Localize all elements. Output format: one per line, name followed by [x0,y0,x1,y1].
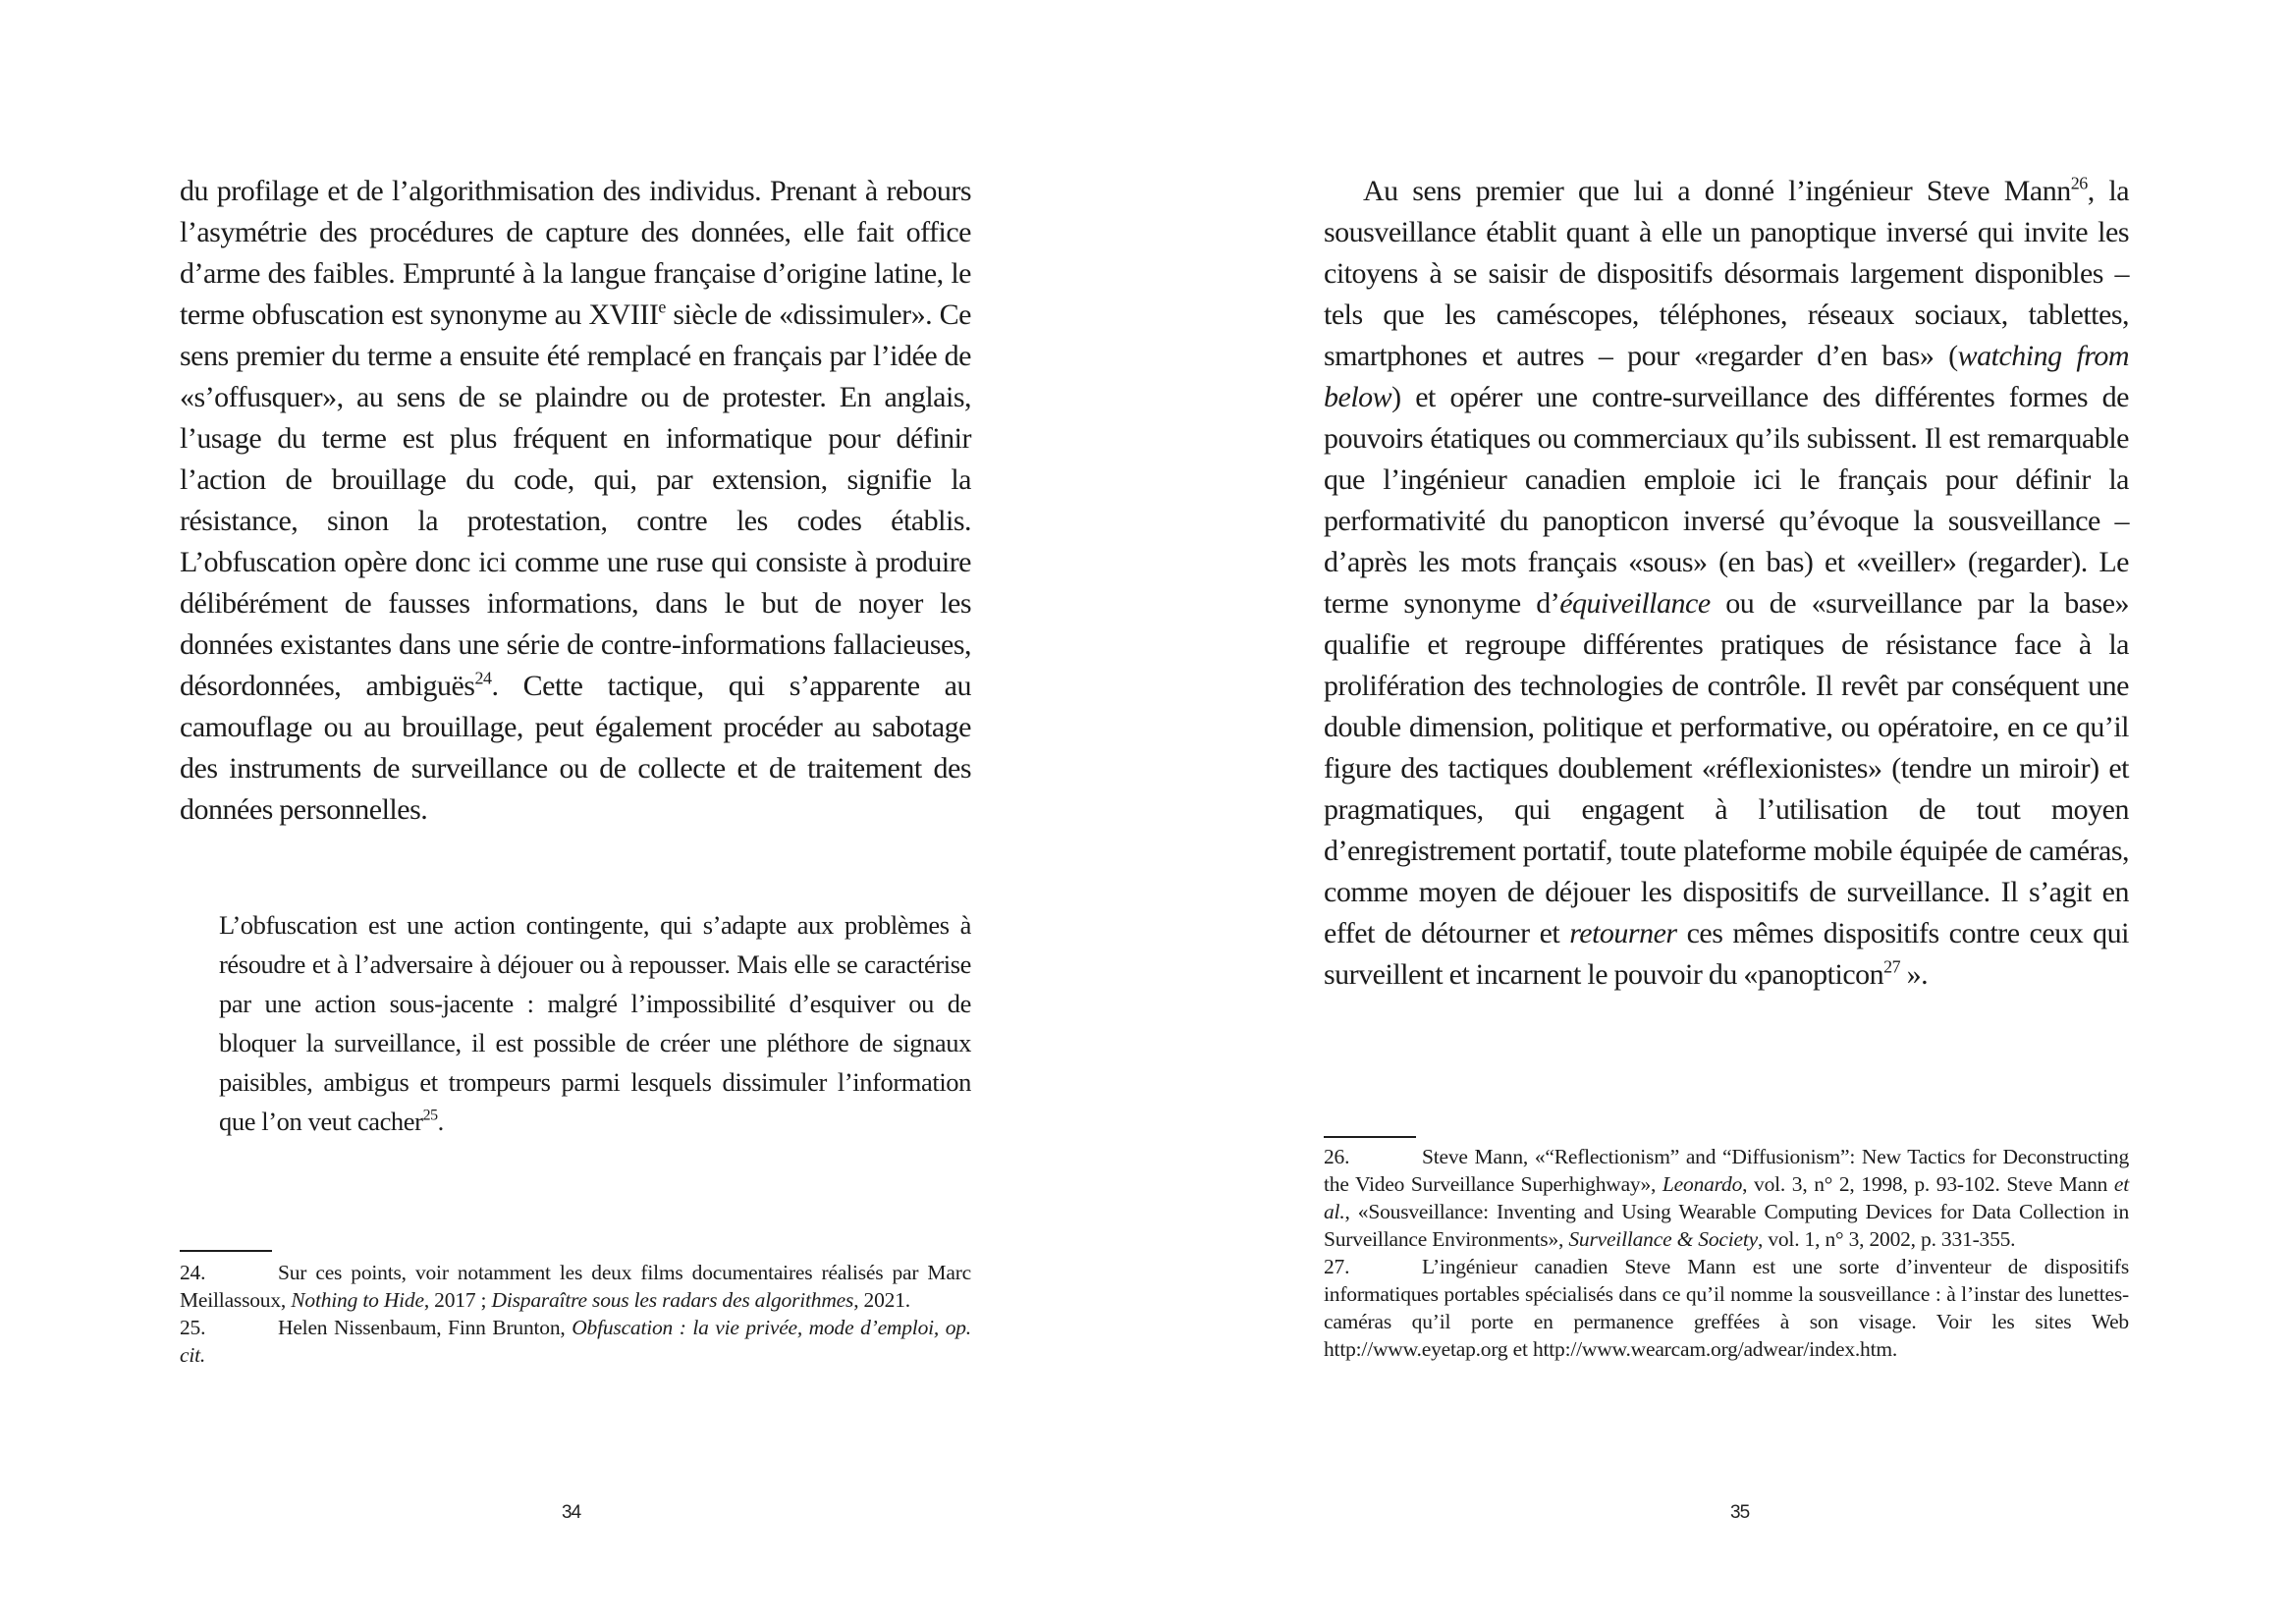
footnote-ref[interactable]: 27 [1883,956,1901,977]
footnote-number: 26. [1324,1145,1350,1168]
left-quote-column [180,905,971,1141]
footnote-27: 27. L’ingénieur canadien Steve Mann est une sorte d’inventeur de dispositifs informatiques portables spécialisés dans ce qu’il nomme la sousveillance : à l’instar des lunettes-caméras qu’il porte en permanence greffées à son visage. Voir les sites Web http://www.eyetap.org et http://www.wearcam.org/adwear/index.htm. [1324,1255,2129,1361]
footnote-ref[interactable]: 24 [474,668,492,688]
footnote-number: 27. [1324,1255,1350,1278]
italic-text: Disparaître sous les radars des algorithmes [491,1288,854,1312]
left-page [0,0,1144,1624]
italic-text: Nothing to Hide [291,1288,424,1312]
left-body-column [180,171,971,831]
footnote-26: 26. Steve Mann, «“Reflectionism” and “Diffusionism”: New Tactics for Deconstructing the Video Surveillance Superhighway», Leonardo, vol. 3, n° 2, 1998, p. 93-102. Steve Mann et al., «Sousveillance: Inventing and Using Wearable Computing Devices for Data Collection in Surveillance Environments», Surveillance & Society, vol. 1, n° 3, 2002, p. 331-355. [1324,1145,2129,1251]
footnote-number: 24. [180,1261,206,1284]
right-body-column [1324,171,2129,996]
right-footnotes [1324,1143,2129,1363]
footnote-ref[interactable]: 26 [2070,173,2088,193]
italic-text: Surveillance & Society [1568,1227,1758,1251]
italic-text: retourner [1569,917,1677,949]
italic-text: équiveillance [1559,587,1711,620]
footnote-rule [1324,1136,1416,1138]
left-footnotes [180,1259,971,1369]
right-body-paragraph: Au sens premier que lui a donné l’ingénieur Steve Mann$^{26}$, la sousveillance établit quant à elle un panoptique inversé qui invite les citoyens à se saisir de dispositifs désormais largement disponibles – tels que les caméscopes, téléphones, réseaux sociaux, tablettes, smartphones et autres – pour «regarder d’en bas» (watching from below) et opérer une contre-surveillance des différentes formes de pouvoirs étatiques ou commerciaux qu’ils subissent. Il est remarquable que l’ingénieur canadien emploie ici le français pour définir la performativité du panopticon inversé qu’évoque la sousveillance – d’après les mots français «sous» (en bas) et «veiller» (regarder). Le terme synonyme d’équiveillance ou de «surveillance par la base» qualifie et regroupe différentes pratiques de résistance face à la prolifération des technologies de contrôle. Il revêt par conséquent une double dimension, politique et performative, ou opératoire, en ce qu’il figure des tactiques doublement «réflexionistes» (tendre un miroir) et pragmatiques, qui engagent à l’utilisation de tout moyen d’enregistrement portatif, toute plateforme mobile équipée de caméras, comme moyen de déjouer les dispositifs de surveillance. Il s’agit en effet de détourner et retourner ces mêmes dispositifs contre ceux qui surveillent et incarnent le pouvoir du «panopticon$^{27}$ ». [1324,173,2130,991]
footnote-ref: e [658,297,666,317]
footnote-ref-25[interactable]: 25 [422,1107,438,1124]
italic-text: Leonardo [1662,1172,1743,1196]
left-body-paragraph: du profilage et de l’algorithmisation des individus. Prenant à rebours l’asymétrie des procédures de capture des données, elle fait office d’arme des faibles. Emprunté à la langue française d’origine latine, le terme obfuscation est synonyme au XVIIIe siècle de «dissimuler». Ce sens premier du terme a ensuite été remplacé en français par l’idée de «s’offusquer», au sens de se plaindre ou de protester. En anglais, l’usage du terme est plus fréquent en informatique pour définir l’action de brouillage du code, qui, par extension, signifie la résistance, sinon la protestation, contre les codes établis. L’obfuscation opère donc ici comme une ruse qui consiste à produire délibérément de fausses informations, dans le but de noyer les données existantes dans une série de contre-informations fallacieuses, désordonnées, ambiguës$^{24}$. Cette tactique, qui s’apparente au camouflage ou au brouillage, peut également procéder au sabotage des instruments de surveillance ou de collecte et de traitement des données personnelles. [180,175,972,826]
quote-text: L’obfuscation est une action contingente, qui s’adapte aux problèmes à résoudre et à l’adversaire à déjouer ou à repousser. Mais elle se caractérise par une action sous-jacente : malgré l’impossibilité d’esquiver ou de bloquer la surveillance, il est possible de créer une pléthore de signaux paisibles, ambigus et trompeurs parmi lesquels dissimuler l’information que l’on veut cacher [219,910,971,1136]
italic-text: Obfuscation : la vie privée, mode d’emploi, op. cit. [180,1316,971,1367]
block-quote: L’obfuscation est une action contingente, qui s’adapte aux problèmes à résoudre et à l’adversaire à déjouer ou à repousser. Mais elle se caractérise par une action sous-jacente : malgré l’impossibilité d’esquiver ou de bloquer la surveillance, il est possible de créer une pléthore de signaux paisibles, ambigus et trompeurs parmi lesquels dissimuler l’information que l’on veut cacher$^{25}$. [219,910,971,1136]
page-number: 34 [562,1502,581,1523]
italic-text: et al. [1324,1172,2129,1223]
footnote-number: 25. [180,1316,206,1339]
footnote-rule [180,1250,272,1252]
right-page [1144,0,2289,1624]
page-number: 35 [1730,1502,1750,1523]
footnote-25: 25. Helen Nissenbaum, Finn Brunton, Obfuscation : la vie privée, mode d’emploi, op. cit. [180,1316,971,1367]
italic-text: watching from below [1324,340,2129,413]
footnote-24: 24. Sur ces points, voir notamment les deux films documentaires réalisés par Marc Meillassoux, Nothing to Hide, 2017 ; Disparaître sous les radars des algorithmes, 2021. [180,1261,971,1312]
